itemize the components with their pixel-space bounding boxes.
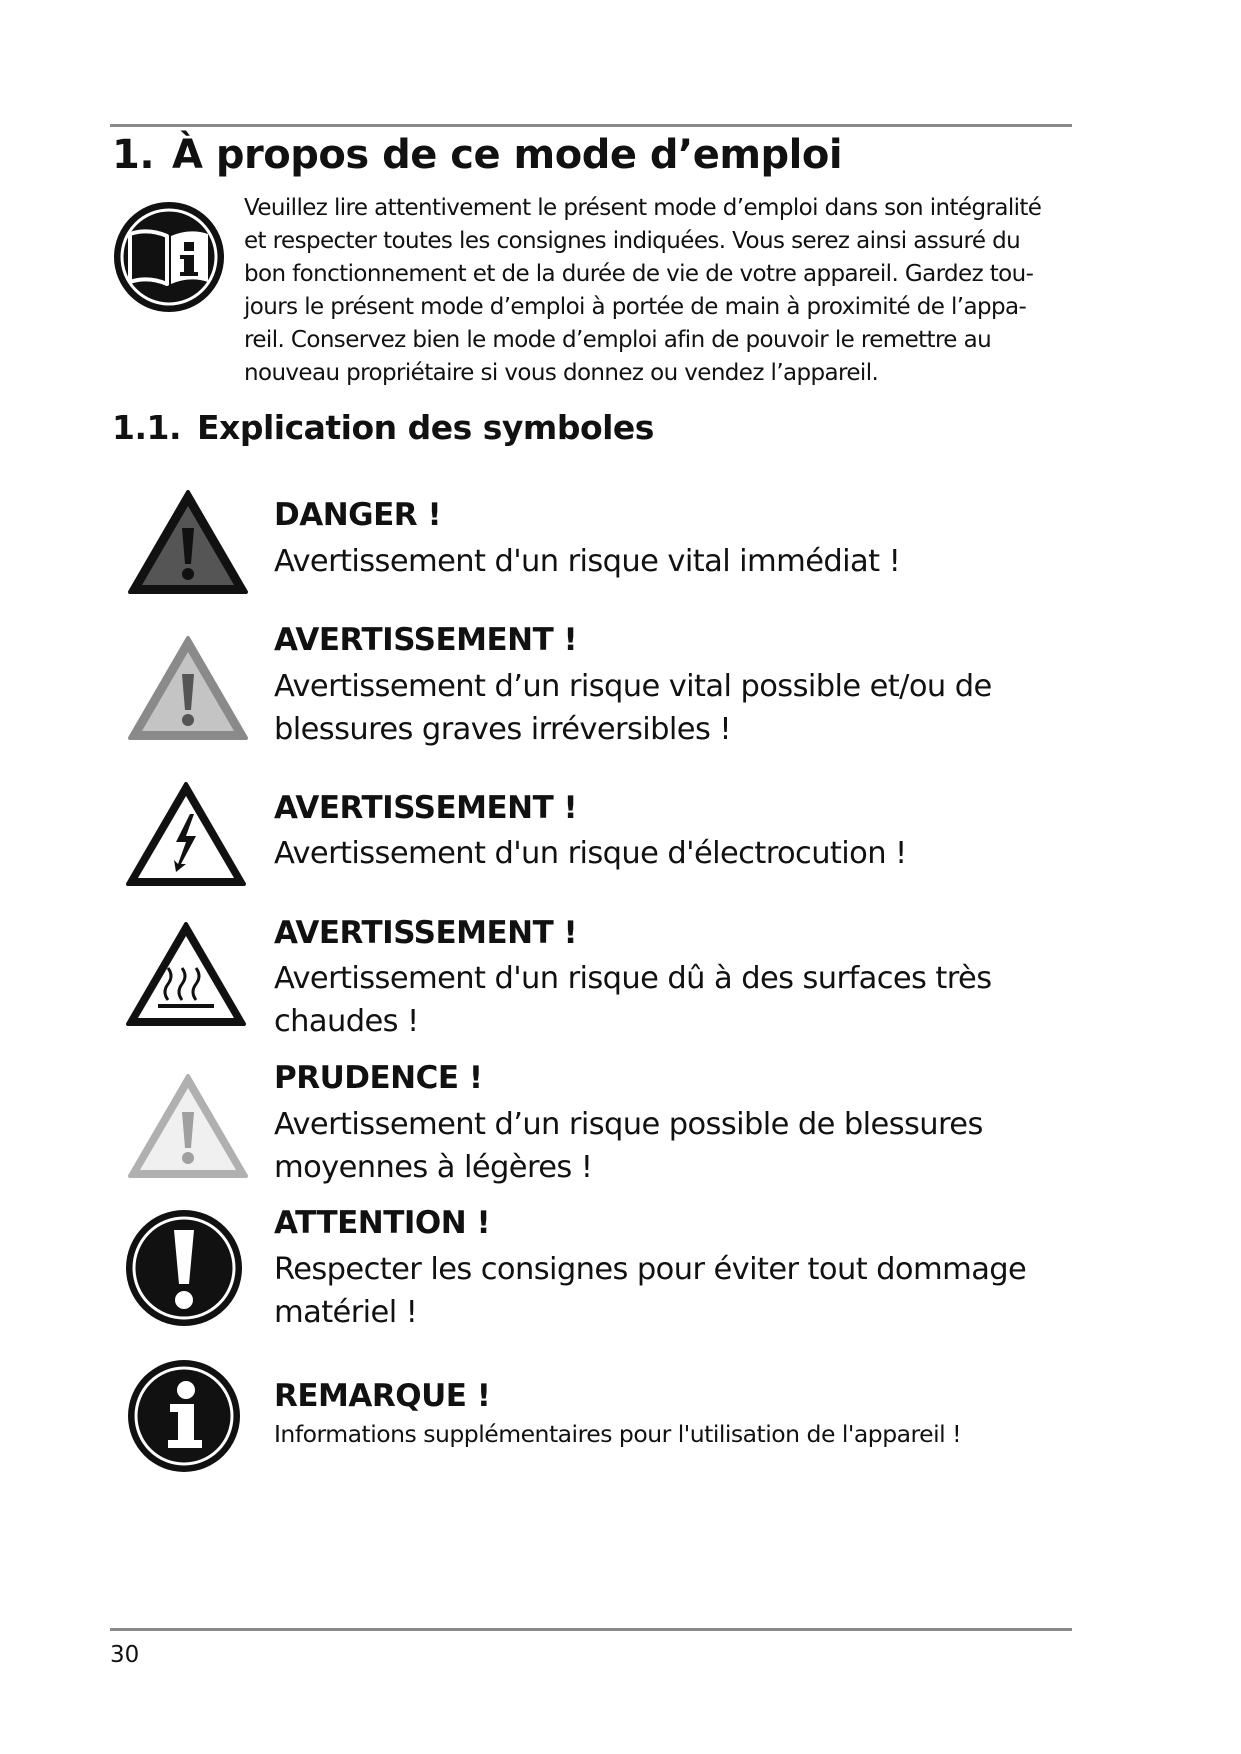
symbol-description-line: matériel ! bbox=[274, 1295, 418, 1330]
info-circle-icon bbox=[126, 1358, 242, 1474]
symbol-description bbox=[274, 665, 1094, 751]
symbol-description-line: Avertissement d’un risque possible de blessures bbox=[274, 1107, 983, 1142]
intro-line: bon fonctionnement et de la durée de vie de votre appareil. Gardez tou- bbox=[244, 261, 1034, 287]
attention-circle-icon bbox=[124, 1208, 244, 1328]
intro-line: reil. Conservez bien le mode d’emploi afin de pouvoir le remettre au bbox=[244, 327, 992, 353]
intro-line: nouveau propriétaire si vous donnez ou vendez l’appareil. bbox=[244, 360, 879, 386]
symbol-description-line: moyennes à légères ! bbox=[274, 1150, 593, 1185]
symbol-label: AVERTISSEMENT ! bbox=[274, 790, 578, 826]
symbol-label: PRUDENCE ! bbox=[274, 1060, 483, 1096]
section-title: À propos de ce mode d’emploi bbox=[172, 132, 843, 178]
symbol-description bbox=[274, 1103, 1094, 1189]
symbol-description bbox=[274, 540, 1094, 583]
symbol-description-line: blessures graves irréversibles ! bbox=[274, 712, 731, 747]
section-number: 1. bbox=[112, 132, 155, 178]
subsection-heading bbox=[112, 408, 654, 447]
warning-triangle-icon bbox=[126, 634, 250, 742]
symbol-description-line: Avertissement d'un risque d'électrocution ! bbox=[274, 836, 907, 871]
intro-line: jours le présent mode d’emploi à portée de main à proximité de l’appa- bbox=[244, 294, 1027, 320]
manual-info-icon bbox=[112, 200, 226, 314]
symbol-description-line: Avertissement d’un risque vital possible et/ou de bbox=[274, 669, 992, 704]
symbol-label: REMARQUE ! bbox=[274, 1378, 491, 1414]
danger-triangle-icon bbox=[126, 488, 250, 596]
page-number: 30 bbox=[110, 1642, 140, 1668]
electric-shock-triangle-icon bbox=[124, 780, 248, 888]
symbol-description bbox=[274, 1248, 1094, 1334]
hot-surface-triangle-icon bbox=[124, 920, 248, 1028]
symbol-description-line: Avertissement d'un risque dû à des surfaces très bbox=[274, 961, 992, 996]
symbol-description bbox=[274, 957, 1094, 1043]
symbol-description-line: chaudes ! bbox=[274, 1004, 419, 1039]
intro-line: Veuillez lire attentivement le présent mode d’emploi dans son intégralité bbox=[244, 195, 1042, 221]
caution-triangle-icon bbox=[126, 1072, 250, 1180]
top-rule bbox=[110, 124, 1072, 127]
subsection-number: 1.1. bbox=[112, 408, 181, 447]
symbol-label: ATTENTION ! bbox=[274, 1205, 491, 1241]
symbol-description-line: Respecter les consignes pour éviter tout dommage bbox=[274, 1252, 1027, 1287]
intro-paragraph bbox=[244, 192, 1084, 390]
symbol-description-line: Informations supplémentaires pour l'utilisation de l'appareil ! bbox=[274, 1420, 962, 1448]
symbol-description bbox=[274, 832, 1094, 875]
symbol-label: AVERTISSEMENT ! bbox=[274, 915, 578, 951]
symbol-label: DANGER ! bbox=[274, 497, 442, 533]
intro-line: et respecter toutes les consignes indiquées. Vous serez ainsi assuré du bbox=[244, 228, 1021, 254]
symbol-description-line: Avertissement d'un risque vital immédiat ! bbox=[274, 544, 901, 579]
bottom-rule bbox=[110, 1628, 1072, 1631]
section-heading bbox=[112, 132, 842, 178]
symbol-label: AVERTISSEMENT ! bbox=[274, 622, 578, 658]
symbol-description bbox=[274, 1418, 1094, 1450]
subsection-title: Explication des symboles bbox=[197, 408, 654, 447]
